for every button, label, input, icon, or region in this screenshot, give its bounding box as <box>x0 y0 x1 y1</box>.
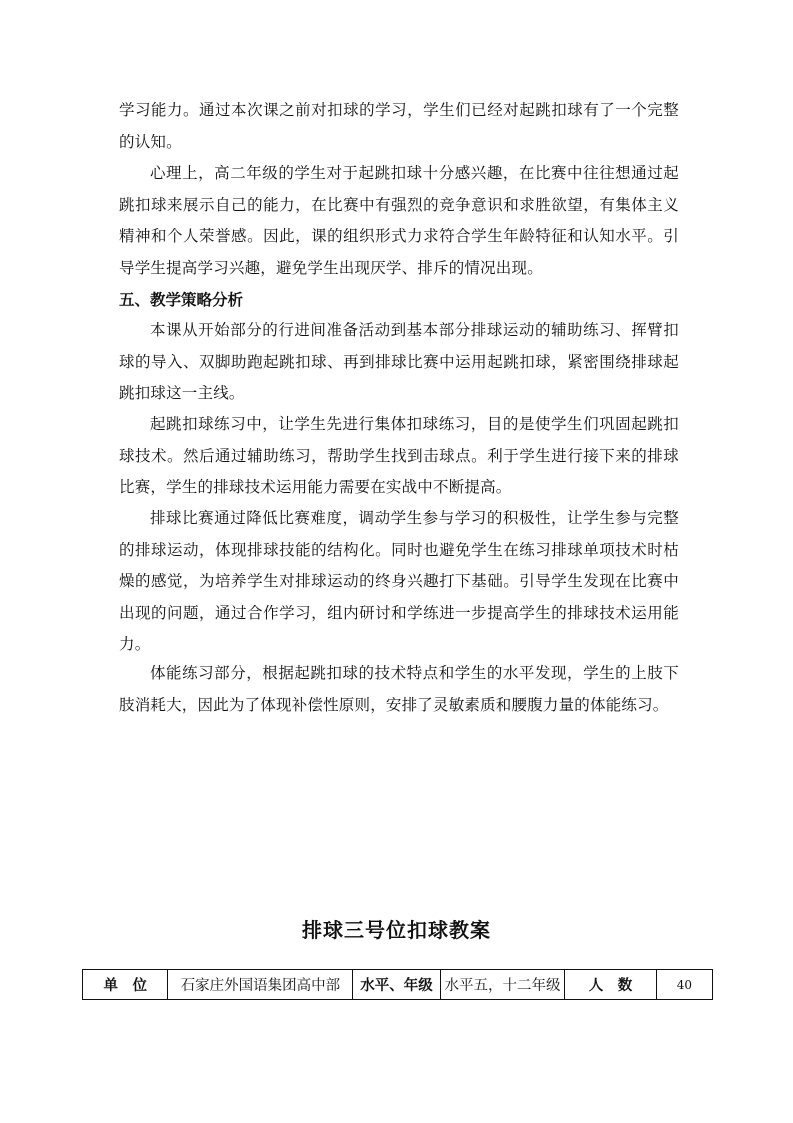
paragraph-volleyball-match: 排球比赛通过降低比赛难度，调动学生参与学习的积极性，让学生参与完整的排球运动，体现排球技能的结构化。同时也避免学生在练习排球单项技术时枯燥的感觉，为培养学生对排球运动的终身兴趣打下基础。引导学生发现在比赛中出现的问题，通过合作学习，组内研讨和学练进一步提高学生的排球技术运用能力。 <box>119 509 679 653</box>
paragraph-psychology: 心理上，高二年级的学生对于起跳扣球十分感兴趣，在比赛中往往想通过起跳扣球来展示自己的能力，在比赛中有强烈的竞争意识和求胜欲望，有集体主义精神和个人荣誉感。因此，课的组织形式力求符合学生年龄特征和认知水平。引导学生提高学习兴趣，避免学生出现厌学、排斥的情况出现。 <box>119 164 679 277</box>
level-label-cell: 水平、年级 <box>353 970 440 1000</box>
count-value-cell: 40 <box>656 970 712 1000</box>
paragraph-learning-ability: 学习能力。通过本次课之前对扣球的学习，学生们已经对起跳扣球有了一个完整的认知。 <box>119 101 679 151</box>
section-heading-teaching-strategy: 五、教学策略分析 <box>119 291 244 309</box>
paragraph-fitness-practice: 体能练习部分，根据起跳扣球的技术特点和学生的水平发现，学生的上肢下肢消耗大，因此为了体现补偿性原则，安排了灵敏素质和腰腹力量的体能练习。 <box>119 664 679 714</box>
paragraph-lesson-structure: 本课从开始部分的行进间准备活动到基本部分排球运动的辅助练习、挥臂扣球的导入、双脚助跑起跳扣球、再到排球比赛中运用起跳扣球，紧密围绕排球起跳扣球这一主线。 <box>119 321 679 402</box>
paragraph-spike-practice: 起跳扣球练习中，让学生先进行集体扣球练习，目的是使学生们巩固起跳扣球技术。然后通过辅助练习，帮助学生找到击球点。利于学生进行接下来的排球比赛，学生的排球技术运用能力需要在实战中不断提高。 <box>119 415 679 496</box>
lesson-info-table <box>82 969 713 1000</box>
count-label-cell: 人 数 <box>565 970 656 1000</box>
table-row <box>83 970 713 1000</box>
lesson-plan-title: 排球三号位扣球教案 <box>302 918 491 942</box>
level-value-cell: 水平五，十二年级 <box>440 970 565 1000</box>
unit-value-cell: 石家庄外国语集团高中部 <box>168 970 353 1000</box>
unit-label-cell: 单 位 <box>83 970 168 1000</box>
